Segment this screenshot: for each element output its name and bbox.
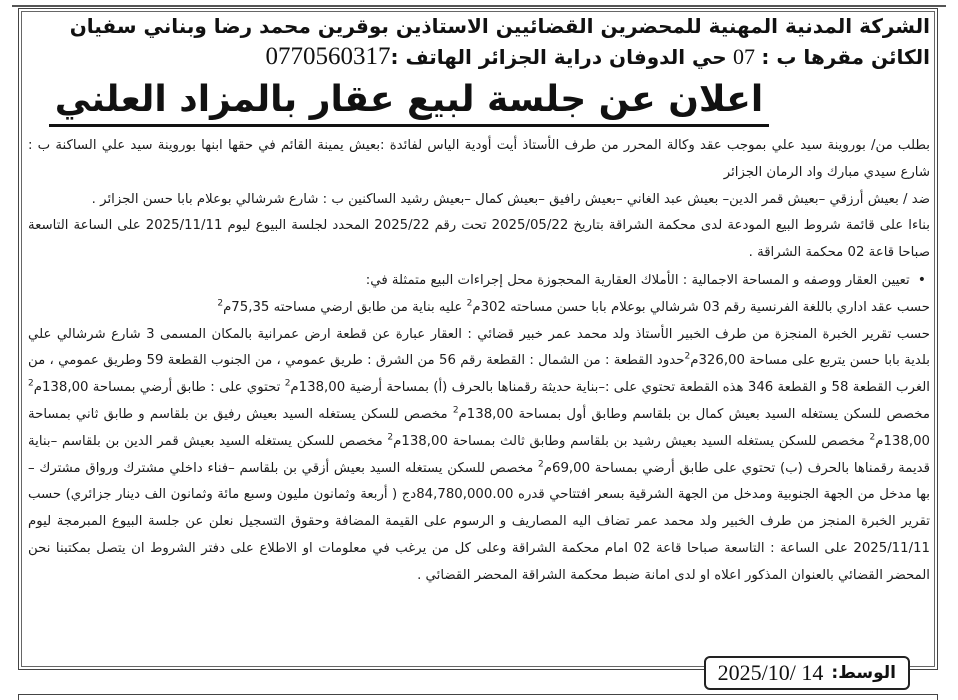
sup: 2 [684,351,691,362]
sup: 2 [538,459,544,470]
expert-report-paragraph [28,322,930,590]
report-text-e: مخصص للسكن يستغله السيد بعيش رفيق بن بلقاسم و طابق ثاني بمساحة 138,00م [28,406,930,449]
report-text-b: حدود القطعة : من الشمال : القطعة رقم 56 من الشرق : طريق عمومي ، من الجنوب القطعة 59 وطريق عمومي ، من الغرب القطعة 58 و القطعة 346 هذه القطعة تحتوي على :–بناية حديثة رقمناها بالحرف (أ) بمساحة أرضية 138,00م [28,353,930,396]
contract-paragraph [28,295,930,322]
phone-number: 0770560317 [265,43,391,70]
next-notice-border [18,694,938,700]
report-text-f: مخصص للسكن يستغله السيد بعيش رشيد بن بلقاسم وطابق ثالث بمساحة 138,00م [393,433,870,449]
publication-label: الوسط: [831,663,896,683]
notice-content [28,10,930,590]
address-rest: حي الدوفان دراية الجزائر الهاتف : [390,45,727,69]
defendants-paragraph: ضد / بعيش أرزقي –بعيش قمر الدين– بعيش عبد الغاني –بعيش رافيق –بعيش كمال –بعيش رشيد الساكنين ب : شارع شرشالي بوعلام بابا حسن الجزائر . [91,191,930,207]
requester-paragraph: بطلب من/ بوروينة سيد علي بموجب عقد وكالة المحرر من طرف الأستاذ أيت أودية الياس لفائدة :بعيش يمينة القائم في حقها ابنها بوروينة سيد علي الساكنة ب : شارع سيدي مبارك واد الرمان الجزائر [28,138,930,180]
sup: 2 [452,405,459,416]
report-text-c: تحتوي على : طابق أرضي بمساحة 138,00م [33,380,285,396]
address-number: 07 [733,44,756,69]
company-name: الشركة المدنية المهنية للمحضرين القضائيين الاستاذين بوقرين محمد رضا وبناني سفيان [69,14,930,38]
sup: 2 [466,298,473,309]
frame-top-rule [12,5,946,7]
publication-date: 2025/10/ 14 [717,660,824,685]
property-heading: • تعيين العقار ووصفه و المساحة الاجمالية : الأملاك العقارية المحجوزة محل إجراءات البيع متمثلة في: [28,267,930,295]
company-address [28,42,930,72]
title-wrap [28,78,930,127]
sup: 2 [28,378,34,389]
report-text-h: مخصص للسكن يستغله السيد بعيش أزقي بن بلقاسم –فناء داخلي مشترك ورواق مشترك –بها مدخل من الجهة الجنوبية ومدخل من الجهة الشرقية بسعر افتتاحي قدره 84,780,000.00دج ( أربعة وثمانون مليون وسبع مائة وثمانون الف دينار جزائري) حسب تقرير الخبرة المنجز من طرف الخبير ولد محمد عمر تضاف اليه المصاريف و الرسوم على القيمة المضافة وحقوق التسجيل نعلن عن جلسة البيوع المبرمجة ليوم 2025/11/11 على الساعة : التاسعة صباحا قاعة 02 امام محكمة الشراقة وعلى كل من يرغب في معلومات او الاطلاع على دفتر الشروط ان يتصل بمكتبنا نحن المحضر القضائي بالعنوان المذكور اعلاه او لدى امانة ضبط محكمة الشراقة المحضر القضائي . [28,460,930,583]
publication-date-box [704,656,910,690]
contract-text-b: عليه بناية من طابق ارضي مساحته 75,35م [223,299,467,315]
sup: 2 [387,432,394,443]
sup: 2 [869,432,876,443]
report-text-a: حسب تقرير الخبرة المنجزة من طرف الخبير الأستاذ ولد محمد عمر خبير قضائي : العقار عبارة عن قطعة ارض عمرانية بالمكان المسمى 3 شارع شرشالي علي بلدية بابا حسن يتربع على مساحة 326,00م [28,326,930,369]
address-label: الكائن مقرها ب : [761,45,930,69]
notice-title: اعلان عن جلسة لبيع عقار بالمزاد العلني [49,78,769,127]
sup: 2 [217,298,224,309]
notice-body [28,133,930,590]
contract-text-a: حسب عقد اداري باللغة الفرنسية رقم 03 شرشالي بوعلام بابا حسن مساحته 302م [472,299,930,315]
conditions-paragraph: بناءا على قائمة شروط البيع المودعة لدى محكمة الشراقة بتاريخ 2025/05/22 تحت رقم 2025/22 المحدد لجلسة البيوع ليوم 2025/11/11 على الساعة التاسعة صباحا قاعة 02 محكمة الشراقة . [28,218,930,261]
report-text-d: مخصص للسكن يستغله السيد بعيش كمال بن بلقاسم وطابق أول بمساحة 138,00م [458,406,930,422]
report-text-g: مخصص للسكن يستغله السيد بعيش قمر الدين بن بلقاسم –بناية قديمة رقمناها بالحرف (ب) تحتوي على طابق أرضي بمساحة 69,00م [28,433,930,476]
sup: 2 [284,378,291,389]
